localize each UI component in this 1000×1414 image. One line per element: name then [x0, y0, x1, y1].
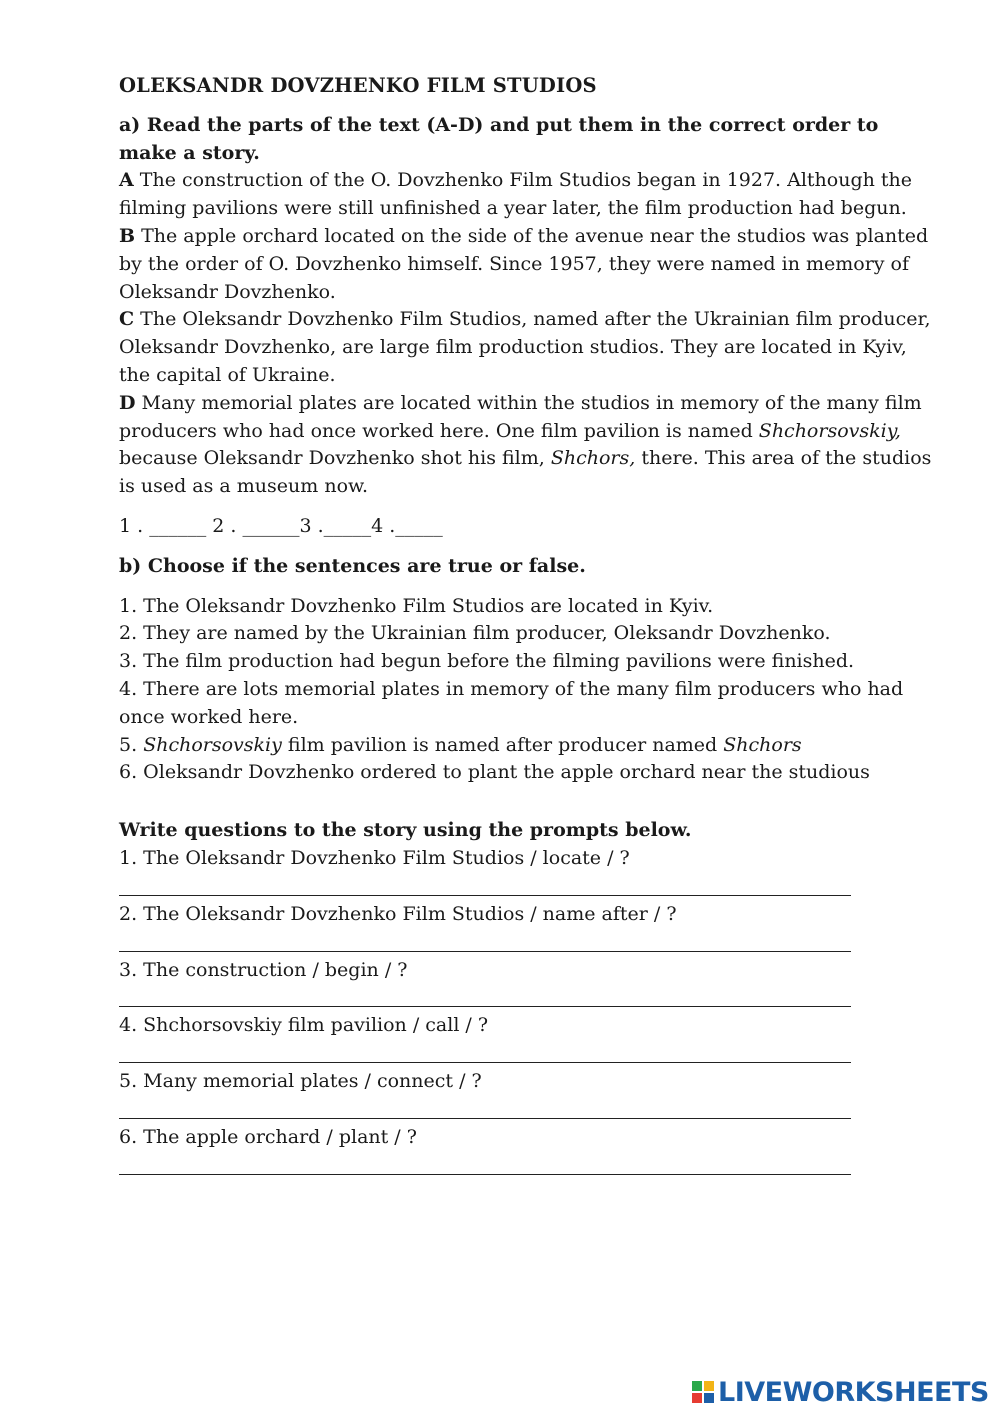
part-letter: D: [119, 391, 136, 414]
task-b-instruction: b) Choose if the sentences are true or false.: [119, 554, 586, 577]
order-answer-line[interactable]: 1 . ______ 2 . ______3 ._____4 ._____: [119, 514, 443, 537]
part-a: [119, 167, 939, 223]
part-text: The Oleksandr Dovzhenko Film Studios, named after the Ukrainian film producer, Oleksandr Dovzhenko, are large film production studios. They are located in Kyiv, the capital of Ukraine.: [119, 308, 931, 386]
tf-sentence[interactable]: 4. There are lots memorial plates in memory of the many film producers who had once worked here.: [119, 677, 904, 728]
question-prompt: 4. Shchorsovskiy film pavilion / call / ?: [119, 1014, 489, 1037]
liveworksheets-icon: [692, 1379, 716, 1405]
tf-italic: Shchors: [723, 733, 802, 756]
film-name: Shchors,: [550, 447, 636, 470]
tf-sentence[interactable]: [119, 732, 939, 760]
liveworksheets-wordmark: LIVEWORKSHEETS: [718, 1376, 989, 1408]
question-prompt: 3. The construction / begin / ?: [119, 958, 408, 981]
tf-num: 5.: [119, 733, 138, 756]
pavilion-name: Shchorsovskiy,: [758, 419, 901, 442]
true-false-list: [119, 593, 939, 788]
answer-line[interactable]: [119, 873, 851, 896]
part-b: [119, 223, 939, 306]
part-d: [119, 390, 939, 501]
tf-sentence[interactable]: 2. They are named by the Ukrainian film producer, Oleksandr Dovzhenko.: [119, 622, 831, 645]
answer-line[interactable]: [119, 929, 851, 952]
part-letter: B: [119, 224, 136, 247]
answer-line[interactable]: [119, 1040, 851, 1063]
part-letter: C: [119, 308, 135, 331]
worksheet: [119, 72, 939, 1180]
task-c-instruction: Write questions to the story using the prompts below.: [119, 819, 692, 842]
question-prompt: 1. The Oleksandr Dovzhenko Film Studios / locate / ?: [119, 846, 630, 869]
answer-line[interactable]: [119, 1096, 851, 1119]
answer-line[interactable]: [119, 1152, 851, 1175]
tf-text: film pavilion is named after producer named: [287, 733, 718, 756]
part-c: [119, 306, 939, 389]
question-prompt: 2. The Oleksandr Dovzhenko Film Studios / name after / ?: [119, 902, 677, 925]
page-title: OLEKSANDR DOVZHENKO FILM STUDIOS: [119, 74, 597, 97]
task-a-instruction: a) Read the parts of the text (A-D) and put them in the correct order to make a story.: [119, 113, 879, 164]
part-text: The apple orchard located on the side of the avenue near the studios was planted by the order of O. Dovzhenko himself. Since 1957, they were named in memory of Oleksandr Dovzhenko.: [119, 224, 929, 303]
answer-line[interactable]: [119, 984, 851, 1007]
part-text: there. This area of the studios is used as a museum now.: [119, 447, 932, 498]
part-letter: A: [119, 169, 134, 192]
tf-sentence[interactable]: 6. Oleksandr Dovzhenko ordered to plant the apple orchard near the studious: [119, 761, 870, 784]
question-list: [119, 845, 939, 1175]
part-text: because Oleksandr Dovzhenko shot his film,: [119, 447, 545, 470]
part-text: Many memorial plates are located within the studios in memory of the many film producers who had once worked here. One film pavilion is named: [119, 391, 922, 442]
tf-sentence[interactable]: 3. The film production had begun before the filming pavilions were finished.: [119, 650, 855, 673]
part-text: The construction of the O. Dovzhenko Film Studios began in 1927. Although the filming pavilions were still unfinished a year later, the film production had begun.: [119, 169, 913, 220]
question-prompt: 6. The apple orchard / plant / ?: [119, 1125, 417, 1148]
tf-sentence[interactable]: 1. The Oleksandr Dovzhenko Film Studios are located in Kyiv.: [119, 594, 714, 617]
liveworksheets-logo: [692, 1375, 989, 1409]
question-prompt: 5. Many memorial plates / connect / ?: [119, 1070, 482, 1093]
tf-italic: Shchorsovskiy: [143, 733, 282, 756]
